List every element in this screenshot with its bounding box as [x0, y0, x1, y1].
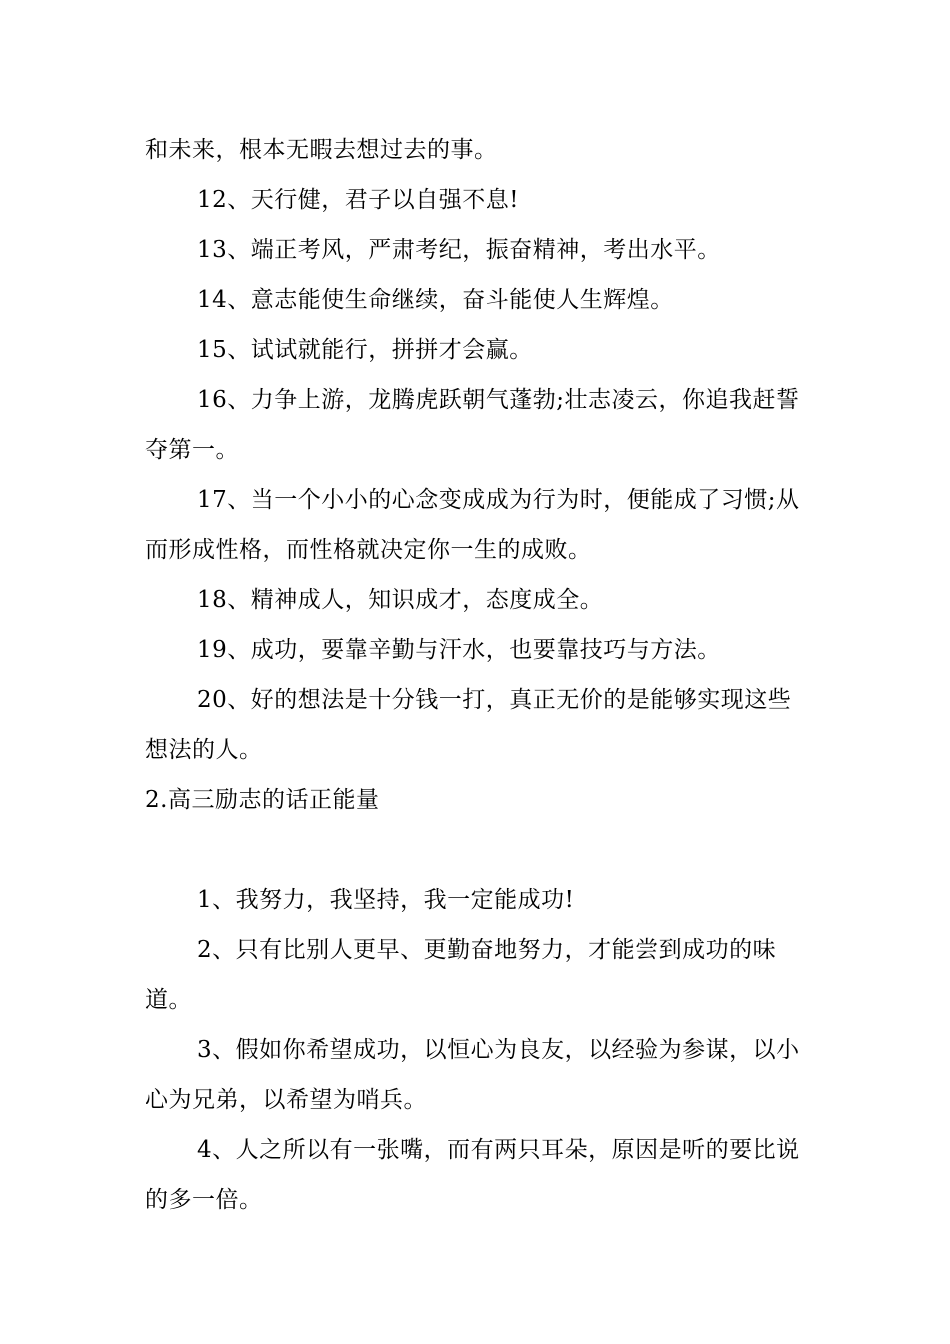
paragraph-continuation: 和未来，根本无暇去想过去的事。: [145, 137, 498, 163]
quote-12: 12、天行健，君子以自强不息!: [197, 187, 520, 213]
quote-3: 3、假如你希望成功，以恒心为良友，以经验为参谋，以小心为兄弟，以希望为哨兵。: [145, 1037, 800, 1113]
quote-15: 15、试试就能行，拼拼才会赢。: [197, 337, 533, 363]
quote-13: 13、端正考风，严肃考纪，振奋精神，考出水平。: [197, 237, 721, 263]
quote-1: 1、我努力，我坚持，我一定能成功!: [197, 887, 575, 913]
quote-14: 14、意志能使生命继续，奋斗能使人生辉煌。: [197, 287, 674, 313]
quote-18: 18、精神成人，知识成才，态度成全。: [197, 587, 604, 613]
quote-16: 16、力争上游，龙腾虎跃朝气蓬勃;壮志凌云，你追我赶誓夺第一。: [145, 387, 800, 463]
quote-4: 4、人之所以有一张嘴，而有两只耳朵，原因是听的要比说的多一倍。: [145, 1137, 800, 1213]
quote-20: 20、好的想法是十分钱一打，真正无价的是能够实现这些想法的人。: [145, 687, 792, 763]
quote-19: 19、成功，要靠辛勤与汗水，也要靠技巧与方法。: [197, 637, 721, 663]
quote-2: 2、只有比别人更早、更勤奋地努力，才能尝到成功的味道。: [145, 937, 777, 1013]
quote-17: 17、当一个小小的心念变成成为行为时，便能成了习惯;从而形成性格，而性格就决定你一生的成败。: [145, 487, 800, 563]
section-heading: 2.高三励志的话正能量: [145, 787, 380, 813]
